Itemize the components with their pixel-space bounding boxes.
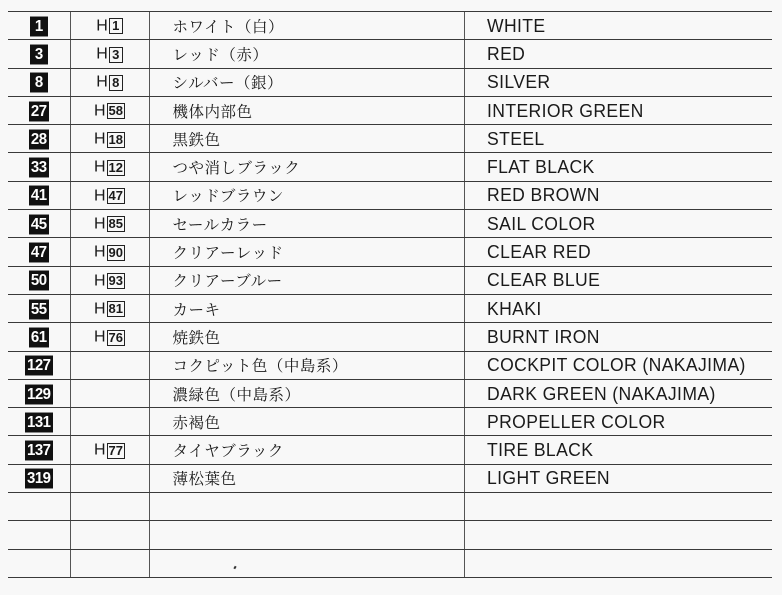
- code-cell: [8, 68, 70, 96]
- english-name-cell: [464, 12, 772, 40]
- japanese-name: つや消しブラック: [149, 153, 464, 181]
- h-code-box: 18: [108, 131, 124, 147]
- japanese-name: シルバー（銀）: [149, 68, 464, 96]
- h-code-cell: [70, 125, 149, 153]
- h-code-box: 3: [109, 47, 123, 63]
- h-prefix: H: [93, 328, 106, 346]
- paint-code-badge: 127: [26, 356, 51, 375]
- h-code-cell: [70, 493, 149, 521]
- paint-code-badge: 8: [30, 73, 48, 93]
- japanese-name: 機体内部色: [149, 96, 464, 124]
- paint-row: [8, 464, 772, 492]
- paint-code-badge: 137: [26, 441, 51, 460]
- code-cell: [8, 181, 70, 209]
- paint-code-badge: 1: [30, 16, 48, 36]
- paint-code-badge: 55: [30, 300, 47, 319]
- paint-row: [8, 210, 772, 238]
- h-code-box: 77: [108, 442, 124, 458]
- code-cell: [8, 436, 70, 464]
- h-code-cell: [70, 210, 149, 238]
- japanese-name: セールカラー: [149, 210, 464, 238]
- h-prefix: H: [93, 187, 106, 205]
- paint-code-badge: 28: [30, 130, 47, 149]
- english-name: CLEAR RED: [486, 241, 591, 263]
- paint-row: [8, 96, 772, 124]
- h-code-cell: [70, 12, 149, 40]
- english-name: SAIL COLOR: [486, 212, 596, 234]
- paint-row: [8, 351, 772, 379]
- english-name: TIRE BLACK: [486, 439, 593, 461]
- paint-row: [8, 549, 772, 577]
- h-code-cell: [70, 464, 149, 492]
- h-code-cell: [70, 408, 149, 436]
- english-name: WHITE: [486, 14, 546, 36]
- english-name-cell: [464, 549, 772, 577]
- english-name-cell: [464, 238, 772, 266]
- paint-row: [8, 12, 772, 40]
- paint-row: [8, 323, 772, 351]
- japanese-name: 焼鉄色: [149, 323, 464, 351]
- japanese-name: レッド（赤）: [149, 40, 464, 68]
- japanese-name: クリアーレッド: [149, 238, 464, 266]
- paint-code-badge: 27: [30, 102, 47, 120]
- english-name-cell: [464, 323, 772, 351]
- code-cell: [8, 125, 70, 153]
- english-name: CLEAR BLUE: [486, 269, 600, 291]
- english-name: INTERIOR GREEN: [486, 99, 644, 121]
- paint-code-badge: 41: [30, 186, 47, 205]
- japanese-name: [149, 493, 464, 521]
- english-name-cell: [464, 266, 772, 294]
- japanese-name: [149, 549, 464, 577]
- japanese-name: レッドブラウン: [149, 181, 464, 209]
- h-code-box: 8: [109, 75, 123, 91]
- paint-row: [8, 521, 772, 549]
- h-code-box: 93: [108, 273, 124, 289]
- japanese-name: 薄松葉色: [149, 464, 464, 492]
- h-code-cell: [70, 521, 149, 549]
- code-cell: [8, 351, 70, 379]
- english-name: LIGHT GREEN: [486, 467, 610, 489]
- h-prefix: H: [93, 272, 106, 290]
- english-name-cell: [464, 68, 772, 96]
- h-code-cell: [70, 238, 149, 266]
- h-code-box: 47: [108, 188, 124, 204]
- paint-color-rows: [8, 12, 772, 578]
- english-name: FLAT BLACK: [486, 156, 595, 178]
- english-name-cell: [464, 351, 772, 379]
- paint-row: [8, 294, 772, 322]
- code-cell: [8, 266, 70, 294]
- paint-row: [8, 379, 772, 407]
- paint-row: [8, 125, 772, 153]
- h-code-box: 12: [108, 159, 124, 175]
- h-code-box: 90: [108, 244, 124, 260]
- paint-code-badge: 50: [30, 271, 47, 290]
- code-cell: [8, 408, 70, 436]
- paint-code-badge: 45: [30, 215, 47, 234]
- code-cell: [8, 40, 70, 68]
- paint-code-badge: 319: [26, 469, 51, 488]
- code-cell: [8, 379, 70, 407]
- code-cell: [8, 521, 70, 549]
- code-cell: [8, 464, 70, 492]
- english-name: PROPELLER COLOR: [486, 410, 666, 432]
- english-name-cell: [464, 493, 772, 521]
- code-cell: [8, 12, 70, 40]
- japanese-name: カーキ: [149, 294, 464, 322]
- code-cell: [8, 323, 70, 351]
- english-name-cell: [464, 521, 772, 549]
- h-prefix: H: [93, 102, 106, 120]
- code-cell: [8, 96, 70, 124]
- paint-code-badge: 3: [30, 44, 48, 64]
- h-code-box: 1: [109, 18, 123, 34]
- h-code-cell: [70, 266, 149, 294]
- japanese-name: 黒鉄色: [149, 125, 464, 153]
- h-code-box: 76: [108, 329, 124, 345]
- h-code-cell: [70, 96, 149, 124]
- h-code-box: 81: [108, 301, 124, 317]
- english-name-cell: [464, 464, 772, 492]
- h-code-cell: [70, 549, 149, 577]
- h-prefix: H: [93, 130, 106, 148]
- paint-code-badge: 131: [26, 413, 51, 432]
- paint-code-badge: 61: [30, 328, 47, 347]
- japanese-name: 濃緑色（中島系）: [149, 379, 464, 407]
- h-code-box: 58: [108, 103, 124, 119]
- h-prefix: H: [93, 300, 106, 318]
- japanese-name: [149, 521, 464, 549]
- japanese-name: ホワイト（白）: [149, 12, 464, 40]
- japanese-name: コクピット色（中島系）: [149, 351, 464, 379]
- paint-row: [8, 436, 772, 464]
- h-code-cell: [70, 323, 149, 351]
- paint-row: [8, 40, 772, 68]
- english-name: DARK GREEN (NAKAJIMA): [486, 382, 716, 404]
- english-name: RED: [486, 42, 525, 64]
- japanese-name: タイヤブラック: [149, 436, 464, 464]
- h-code-cell: [70, 436, 149, 464]
- h-prefix: H: [93, 158, 106, 176]
- h-code-cell: [70, 379, 149, 407]
- japanese-name: クリアーブルー: [149, 266, 464, 294]
- code-cell: [8, 549, 70, 577]
- paint-code-badge: 129: [26, 385, 51, 403]
- paint-row: [8, 181, 772, 209]
- japanese-name: 赤褐色: [149, 408, 464, 436]
- h-code-box: 85: [108, 216, 124, 232]
- paint-code-badge: 33: [30, 158, 47, 177]
- english-name-cell: [464, 294, 772, 322]
- h-code-cell: [70, 181, 149, 209]
- h-code-cell: [70, 153, 149, 181]
- paint-row: [8, 493, 772, 521]
- code-cell: [8, 294, 70, 322]
- h-prefix: H: [93, 441, 106, 459]
- english-name-cell: [464, 436, 772, 464]
- paint-row: [8, 408, 772, 436]
- h-code-cell: [70, 68, 149, 96]
- english-name-cell: [464, 181, 772, 209]
- english-name: KHAKI: [486, 297, 542, 319]
- paint-color-table: [8, 11, 772, 578]
- english-name-cell: [464, 96, 772, 124]
- paint-code-badge: 47: [30, 243, 47, 262]
- english-name-cell: [464, 40, 772, 68]
- h-prefix: H: [96, 17, 108, 35]
- paint-row: [8, 153, 772, 181]
- paint-row: [8, 68, 772, 96]
- english-name: SILVER: [486, 71, 551, 93]
- english-name: STEEL: [486, 127, 545, 149]
- h-code-cell: [70, 294, 149, 322]
- h-prefix: H: [93, 243, 106, 261]
- h-code-cell: [70, 40, 149, 68]
- english-name: BURNT IRON: [486, 325, 600, 347]
- english-name-cell: [464, 379, 772, 407]
- h-prefix: H: [96, 73, 108, 91]
- code-cell: [8, 210, 70, 238]
- english-name: COCKPIT COLOR (NAKAJIMA): [486, 354, 746, 376]
- h-prefix: H: [96, 45, 108, 63]
- h-code-cell: [70, 351, 149, 379]
- english-name: RED BROWN: [486, 184, 600, 206]
- english-name-cell: [464, 408, 772, 436]
- code-cell: [8, 238, 70, 266]
- english-name-cell: [464, 210, 772, 238]
- paint-row: [8, 238, 772, 266]
- code-cell: [8, 493, 70, 521]
- paint-row: [8, 266, 772, 294]
- english-name-cell: [464, 125, 772, 153]
- code-cell: [8, 153, 70, 181]
- h-prefix: H: [93, 215, 106, 233]
- english-name-cell: [464, 153, 772, 181]
